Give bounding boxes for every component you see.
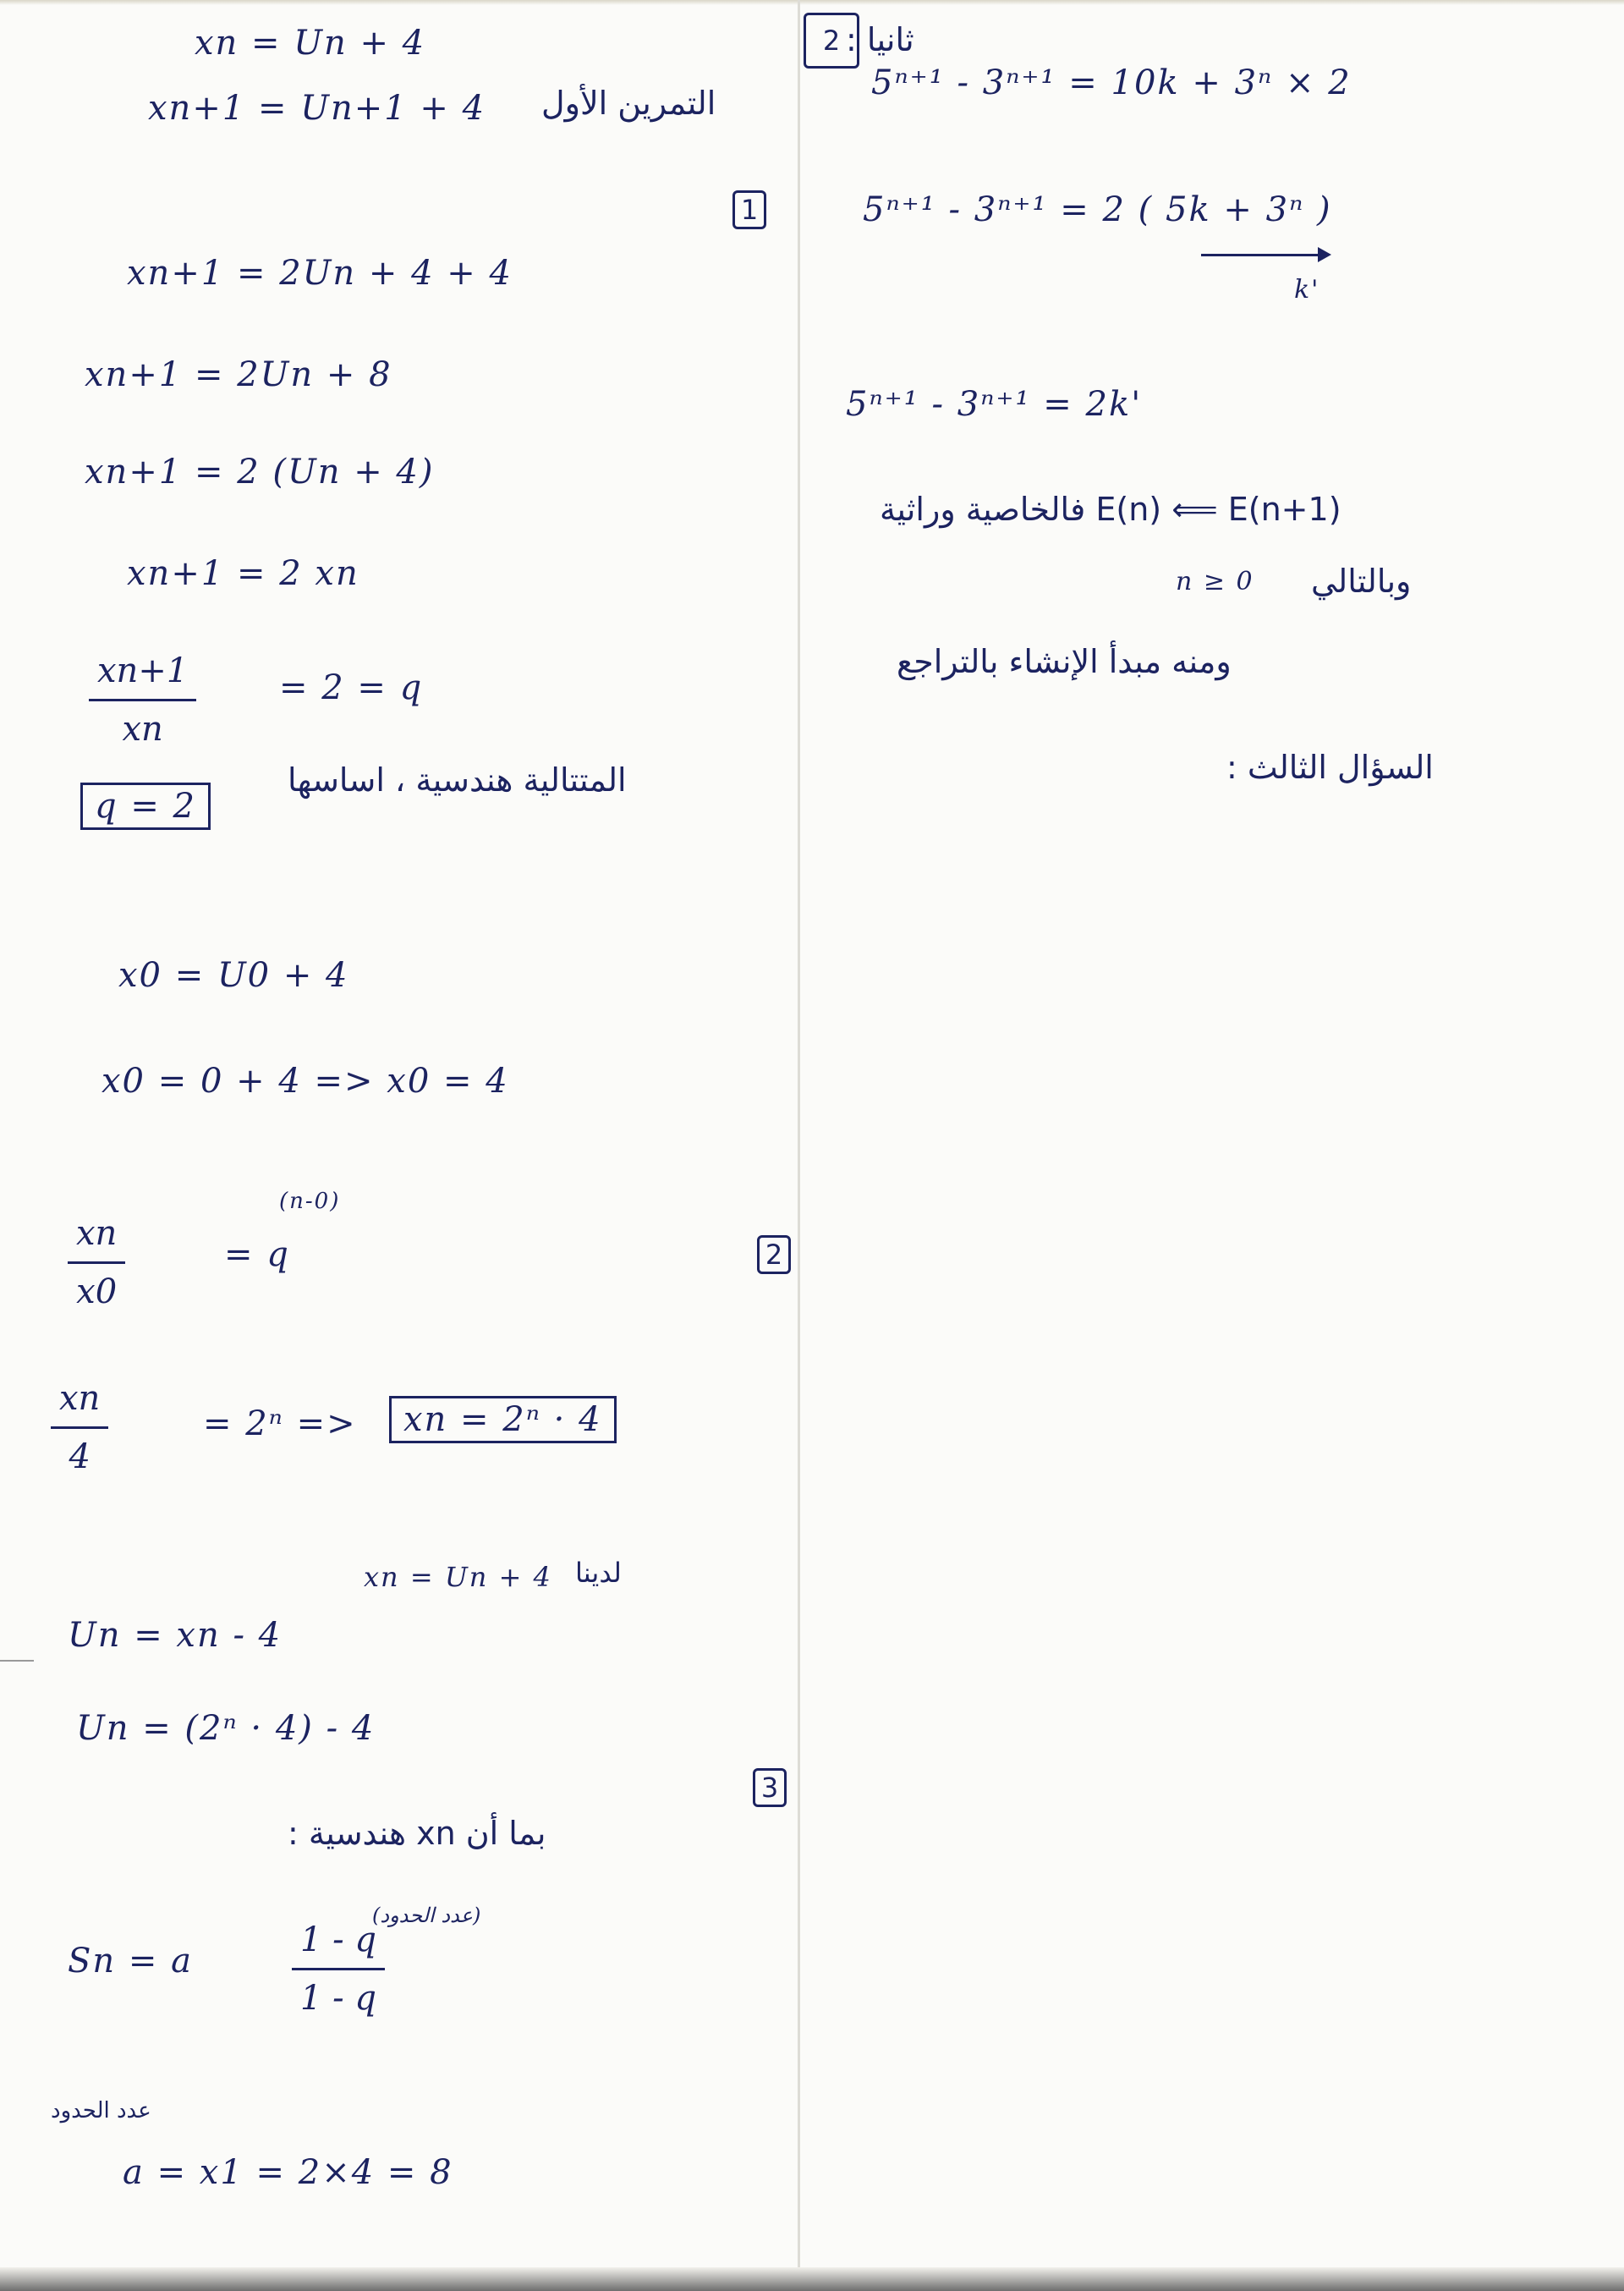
arabic-heading: التمرين الأول — [541, 85, 716, 122]
equation-line: Un = xn - 4 — [68, 1616, 283, 1655]
fraction-bar — [68, 1261, 125, 1264]
equation-line: xn = Un + 4 — [195, 24, 426, 63]
fraction — [68, 1214, 125, 1311]
equation-line: 5ⁿ⁺¹ - 3ⁿ⁺¹ = 2k' — [846, 385, 1143, 424]
equation-tail: = 2 = q — [279, 668, 424, 707]
fraction-denominator: x0 — [76, 1272, 118, 1311]
question-number-box: 2 — [804, 13, 859, 69]
column-divider — [798, 0, 800, 2276]
fraction-bar — [51, 1426, 108, 1429]
equation-line: n ≥ 0 — [1176, 567, 1254, 596]
question-number-box: 2 — [757, 1235, 791, 1274]
fraction-numerator: xn — [59, 1379, 101, 1418]
fraction-bar — [89, 699, 196, 701]
arabic-text: وبالتالي — [1311, 563, 1412, 600]
fraction — [89, 651, 196, 749]
equation-line: Un = (2ⁿ · 4) - 4 — [76, 1709, 376, 1748]
right-column — [804, 0, 1616, 2267]
paper-bottom-edge — [0, 2267, 1624, 2291]
fraction — [292, 1920, 385, 2018]
arabic-text: بما أن xn هندسية : — [288, 1815, 546, 1852]
fraction-numerator: xn — [76, 1214, 118, 1253]
boxed-result: q = 2 — [80, 783, 211, 830]
arabic-scribble: عدد الحدود — [51, 2098, 151, 2123]
question-number-box: 3 — [753, 1768, 787, 1807]
fraction-numerator: 1 - q — [300, 1920, 376, 1959]
fraction-numerator: xn+1 — [97, 651, 189, 690]
equation-line: a = x1 = 2×4 = 8 — [123, 2153, 453, 2192]
left-column — [0, 0, 795, 2267]
equation-line: x0 = 0 + 4 => x0 = 4 — [102, 1062, 509, 1101]
boxed-result: xn = 2ⁿ · 4 — [389, 1396, 617, 1443]
arabic-text: ومنه مبدأ الإنشاء بالتراجع — [897, 643, 1232, 680]
question-number-box: 1 — [732, 190, 766, 229]
equation-line: 5ⁿ⁺¹ - 3ⁿ⁺¹ = 2 ( 5k + 3ⁿ ) — [863, 190, 1332, 229]
exponent: (n-0) — [279, 1189, 341, 1214]
equation-lead: Sn = a — [68, 1942, 193, 1981]
arabic-text: E(n) ⟸ E(n+1) فالخاصية وراثية — [880, 491, 1341, 528]
fraction-denominator: xn — [122, 710, 163, 749]
equation-line: xn+1 = 2 xn — [127, 554, 359, 593]
arabic-text: لدينا — [575, 1557, 622, 1589]
equation-line: xn+1 = 2 (Un + 4) — [85, 453, 435, 492]
arabic-text: المتتالية هندسية ، اساسها — [288, 761, 627, 799]
fraction-denominator: 4 — [69, 1437, 91, 1476]
equation-line: 5ⁿ⁺¹ - 3ⁿ⁺¹ = 10k + 3ⁿ × 2 — [871, 63, 1352, 102]
arabic-heading: ثانيا : — [846, 21, 914, 58]
fraction-bar — [292, 1968, 385, 1970]
equation-line: xn+1 = Un+1 + 4 — [148, 89, 486, 128]
fraction-denominator: 1 - q — [300, 1979, 376, 2018]
exponent: (عدد الحدود) — [372, 1904, 481, 1927]
equation-tail: = 2ⁿ => — [203, 1404, 357, 1443]
underbrace-arrow — [1201, 254, 1328, 256]
equation-label: k' — [1294, 275, 1320, 305]
equation-line: x0 = U0 + 4 — [118, 956, 349, 995]
equation-line: xn = Un + 4 — [364, 1561, 552, 1593]
fraction — [51, 1379, 108, 1476]
equation-line: xn+1 = 2Un + 4 + 4 — [127, 254, 513, 293]
equation-tail: = q — [224, 1235, 290, 1274]
equation-line: xn+1 = 2Un + 8 — [85, 355, 392, 394]
arabic-heading: السؤال الثالث : — [1226, 749, 1434, 786]
